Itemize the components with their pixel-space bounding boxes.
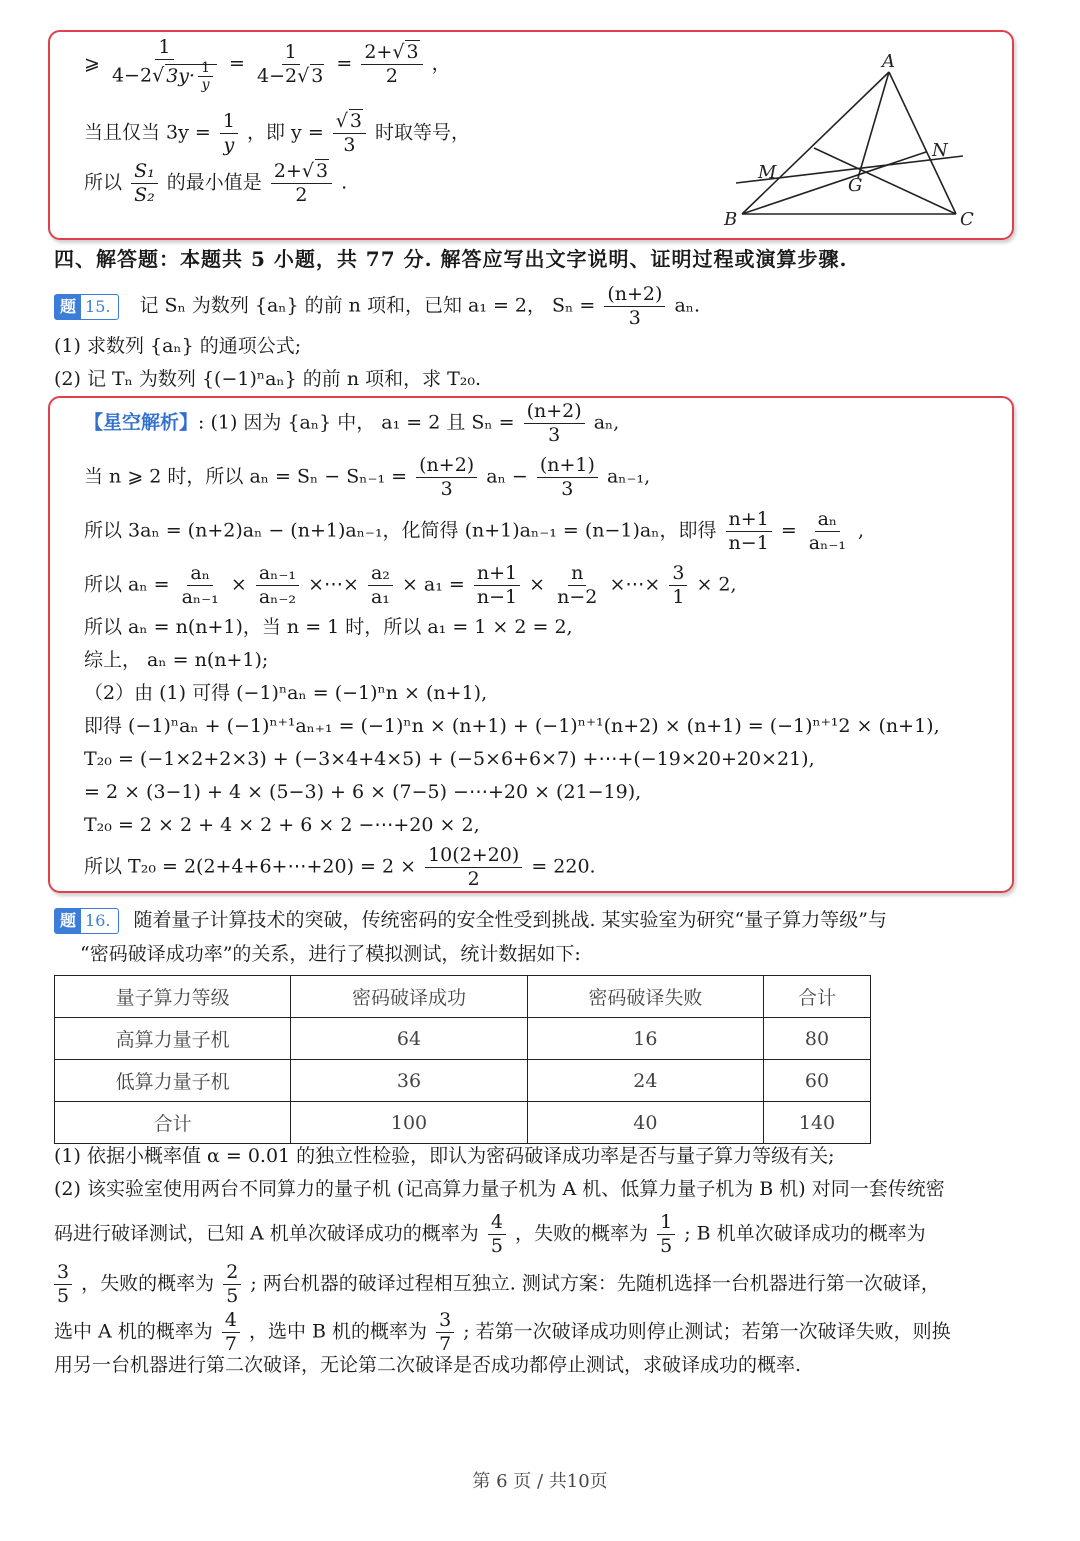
q16-part2-line-4: 选中 A 机的概率为 $\frac{4}{7}$ ，选中 B 机的概率为 $\frac{3}{7}$ ; 若第一次破译成功则停止测试；若第一次破译失败，则换 — [54, 1309, 951, 1355]
table-row — [55, 1102, 871, 1144]
data-table — [54, 975, 871, 1144]
sol15-line-9: T₂₀ = (−1×2+2×3) + (−3×4+4×5) + (−5×6+6×7) +⋯+(−19×20+20×21), — [84, 748, 815, 770]
top-line-2: 当且仅当 3y = $\frac{1}{y}$ ，即 y = $\frac{√ 3}{3}$ 时取等号， — [84, 110, 471, 156]
sol15-line-4: 所以 aₙ = $\frac{\text{aₙ}}{\text{aₙ₋₁}}$ × $\frac{\text{aₙ₋₁}}{\text{aₙ₋₂}}$ ×⋯× $\frac{\text{a₂}}{\text{a₁}}$ × a₁ = $\frac{n+1}{n-1}$ × $\frac{n}{n-2}$ ×⋯× $\frac{3}{1}$ × 2, — [84, 562, 737, 608]
triangle-figure — [724, 48, 1000, 234]
sol15-line-1: 【星空解析】: (1) 因为 {aₙ} 中， a₁ = 2 且 Sₙ = $\frac{(n+2)}{3}$ aₙ, — [84, 400, 620, 446]
top-line-3: 所以 $\frac{\text{S₁}}{\text{S₂}}$ 的最小值是 $\frac{2+√ 3}{2}$ . — [84, 160, 348, 206]
sol15-line-3: 所以 3aₙ = (n+2)aₙ − (n+1)aₙ₋₁，化简得 (n+1)aₙ₋₁ = (n−1)aₙ，即得 $\frac{n+1}{n-1}$ = $\frac{\text{aₙ}}{\text{aₙ₋₁}}$ , — [84, 508, 865, 554]
sol15-line-6: 综上， aₙ = n(n+1); — [84, 649, 269, 671]
q16-part2-line-2: 码进行破译测试，已知 A 机单次破译成功的概率为 $\frac{4}{5}$ ，失败的概率为 $\frac{1}{5}$ ; B 机单次破译成功的概率为 — [54, 1211, 926, 1257]
q15-solution-box — [48, 396, 1014, 893]
table-cell: 24 — [527, 1060, 763, 1102]
label-b: B — [724, 209, 738, 230]
label-c: C — [960, 209, 974, 230]
table-header-cell: 量子算力等级 — [55, 976, 291, 1018]
section-heading: 四、解答题：本题共 5 小题，共 77 分. 解答应写出文字说明、证明过程或演算步骤. — [54, 247, 848, 271]
top-line-1: ⩾ 1 4−2√ 3y· $\frac{1}{y}$ = $\frac{1}{4-2√ 3}$ = $\frac{2+√ 3}{2}$ ， — [84, 36, 451, 93]
edge-ab — [742, 72, 889, 214]
table-header-cell: 密码破译失败 — [527, 976, 763, 1018]
table-header-cell: 合计 — [764, 976, 871, 1018]
table-cell: 16 — [527, 1018, 763, 1060]
fraction: 1 4−2√ 3y· $\frac{1}{y}$ — [109, 36, 220, 93]
top-solution-box — [48, 30, 1014, 240]
q16-part2-line-1: (2) 该实验室使用两台不同算力的量子机 (记高算力量子机为 A 机、低算力量子机为 B 机) 对同一套传统密 — [54, 1178, 945, 1200]
sol15-line-7: （2）由 (1) 可得 (−1)ⁿaₙ = (−1)ⁿn × (n+1), — [84, 682, 488, 704]
sol15-line-11: T₂₀ = 2 × 2 + 4 × 2 + 6 × 2 −⋯+20 × 2, — [84, 814, 480, 836]
table-cell: 36 — [291, 1060, 527, 1102]
table-cell: 低算力量子机 — [55, 1060, 291, 1102]
table-cell: 64 — [291, 1018, 527, 1060]
sol15-line-2: 当 n ⩾ 2 时，所以 aₙ = Sₙ − Sₙ₋₁ = $\frac{(n+2)}{3}$ aₙ − $\frac{(n+1)}{3}$ aₙ₋₁, — [84, 454, 651, 500]
table-cell: 高算力量子机 — [55, 1018, 291, 1060]
table-cell: 100 — [291, 1102, 527, 1144]
q16-stem-1: 题 16. 随着量子计算技术的突破，传统密码的安全性受到挑战. 某实验室为研究“量子算力等级”与 — [54, 907, 887, 934]
page-footer: 第 6 页 / 共10页 — [472, 1471, 608, 1492]
label-g: G — [848, 175, 863, 196]
table-header-row — [55, 976, 871, 1018]
q16-part1: (1) 依据小概率值 α = 0.01 的独立性检验，即认为密码破译成功率是否与量子算力等级有关; — [54, 1145, 835, 1167]
table-cell: 140 — [764, 1102, 871, 1144]
sol15-line-5: 所以 aₙ = n(n+1)，当 n = 1 时，所以 a₁ = 1 × 2 = 2, — [84, 616, 573, 638]
label-m: M — [758, 162, 777, 183]
table-header-cell: 密码破译成功 — [291, 976, 527, 1018]
table-cell: 40 — [527, 1102, 763, 1144]
sol15-line-10: = 2 × (3−1) + 4 × (5−3) + 6 × (7−5) −⋯+20 × (21−19), — [84, 781, 642, 803]
q16-part2-line-5: 用另一台机器进行第二次破译，无论第二次破译是否成功都停止测试，求破译成功的概率. — [54, 1354, 802, 1376]
sol15-line-8: 即得 (−1)ⁿaₙ + (−1)ⁿ⁺¹aₙ₊₁ = (−1)ⁿn × (n+1) + (−1)ⁿ⁺¹(n+2) × (n+1) = (−1)ⁿ⁺¹2 × (n+1), — [84, 715, 940, 737]
fraction: $\frac{2+√ 3}{2}$ — [361, 41, 422, 88]
q15-part1: (1) 求数列 {aₙ} 的通项公式; — [54, 335, 302, 357]
question-tag: 题 16. — [54, 908, 119, 934]
label-a: A — [882, 51, 895, 72]
q16-part2-line-3: $\frac{3}{5}$ ，失败的概率为 $\frac{2}{5}$ ; 两台机器的破译过程相互独立. 测试方案：先随机选择一台机器进行第一次破译， — [54, 1261, 940, 1308]
fraction: $\frac{1}{4-2√ 3}$ — [257, 41, 324, 87]
table-cell: 80 — [764, 1018, 871, 1060]
q15-stem: 题 15. 记 Sₙ 为数列 {aₙ} 的前 n 项和，已知 a₁ = 2， Sₙ = $\frac{(n+2)}{3}$ aₙ. — [54, 283, 700, 330]
table-row — [55, 1060, 871, 1102]
q16-stem-2: “密码破译成功率”的关系，进行了模拟测试，统计数据如下: — [80, 943, 581, 965]
table-cell: 60 — [764, 1060, 871, 1102]
table-cell: 合计 — [55, 1102, 291, 1144]
sol15-line-12: 所以 T₂₀ = 2(2+4+6+⋯+20) = 2 × $\frac{10(2+20)}{2}$ = 220. — [84, 844, 596, 890]
q15-part2: (2) 记 Tₙ 为数列 {(−1)ⁿaₙ} 的前 n 项和，求 T₂₀. — [54, 368, 482, 390]
label-n: N — [932, 140, 948, 161]
table-row — [55, 1018, 871, 1060]
question-tag: 题 15. — [54, 294, 119, 320]
